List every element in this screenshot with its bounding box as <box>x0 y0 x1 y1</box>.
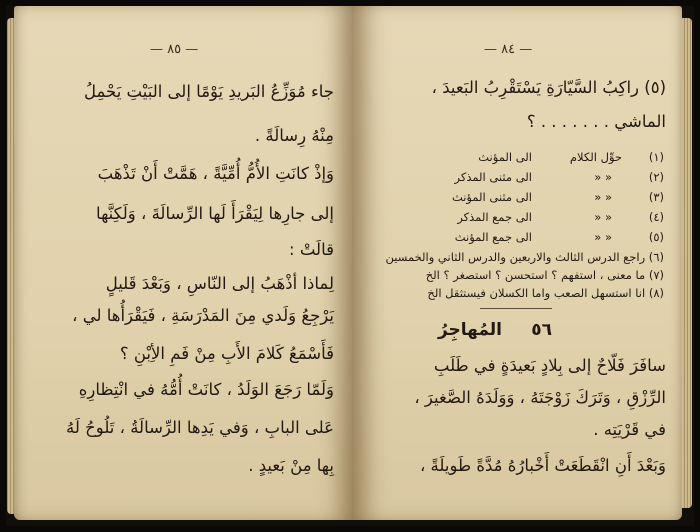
text-line: سافَرَ فَلّاحٌ إلى بِلادٍ بَعيدَةٍ في طَلَبِ <box>433 356 666 375</box>
exercise-text: حوِّل الكلام <box>569 150 622 164</box>
text-line: الرِّزْقِ ، وَتَرَكَ زَوْجَتَهُ ، وَوَلَدَهُ الصَّغيرَ ، <box>414 388 666 407</box>
page-edges-right <box>682 18 692 508</box>
section-divider <box>480 308 552 309</box>
exercise-target: الى مثنى المؤنث <box>451 190 532 204</box>
exercise-target: الى مثنى المذكر <box>454 170 532 184</box>
text-line: الماشي . . . . . . . ؟ <box>526 112 666 131</box>
text-line: وَإذْ كانَتِ الأُمُّ أُمِّيَّةً ، هَمَّتْ أَنْ تَذْهَبَ <box>97 164 334 183</box>
text-line: فَأَسْمَعُ كَلامَ الأَبِ مِنْ فَمِ الأِبْنِ ؟ <box>119 344 334 363</box>
exercise-target: الى جمع المذكر <box>457 210 532 224</box>
page-number: — ٨٤ — <box>484 42 533 57</box>
text-line: لِماذا أذْهَبُ إلى النّاسِ ، وَبَعْدَ قَليلٍ <box>105 274 334 293</box>
exercise-number: (٤) <box>648 210 664 224</box>
open-book <box>6 6 694 526</box>
exercise-line: (٨) انا استسهل الصعب واما الكسلان فيستثقل الخ <box>427 286 664 300</box>
text-line: مِنْهُ رِسالَةً . <box>254 126 334 145</box>
text-line: يَرْجِعُ وَلَدي مِنَ المَدْرَسَةِ ، فَيَقْرَأُها لي ، <box>72 306 334 325</box>
page-number: — ٨٥ — <box>150 42 199 57</box>
text-line: قالَتْ : <box>289 240 334 259</box>
text-line: وَبَعْدَ أَنِ انْقَطَعَتْ أَخْبارُهُ مُدَّةً طَويلَةً ، <box>419 456 666 475</box>
lesson-number: ٥٦ <box>531 320 552 340</box>
exercise-line: (٦) راجع الدرس الثالث والاربعين والدرس الثاني والخمسين <box>385 250 664 264</box>
exercise-text: « « <box>594 170 612 184</box>
text-line: (٥) راكِبُ السَّيّارَةِ يَسْتَقْرِبُ البَعيدَ ، <box>431 78 666 97</box>
exercise-text: « « <box>594 190 612 204</box>
exercise-text: « « <box>594 230 612 244</box>
exercise-number: (٥) <box>648 230 664 244</box>
exercise-text: « « <box>594 210 612 224</box>
text-line: وَلَمّا رَجَعَ الوَلَدُ ، كانَتْ أُمُّهُ في انْتِظارِهِ <box>78 380 334 399</box>
left-page <box>14 6 352 520</box>
text-line: بِها مِنْ بَعيدٍ . <box>248 456 334 475</box>
lesson-title: المُهاجِرُ <box>437 320 502 340</box>
exercise-number: (١) <box>648 150 664 164</box>
exercise-target: الى المؤنث <box>478 150 532 164</box>
text-line: إلى جارِها لِيَقْرَأَ لَها الرِّسالَةَ ، وَلَكِنَّها <box>96 204 334 223</box>
exercise-number: (٣) <box>648 190 664 204</box>
right-page <box>352 6 682 520</box>
text-line: جاء مُوَزِّعُ البَريدِ يَوْمًا إلى البَيْتِ يَحْمِلُ <box>84 82 334 101</box>
exercise-number: (٢) <box>648 170 664 184</box>
exercise-target: الى جمع المؤنث <box>454 230 532 244</box>
text-line: عَلى البابِ ، وَفي يَدِها الرِّسالَةُ ، تَلُوحُ لَهُ <box>66 418 334 437</box>
exercise-line: (٧) ما معنى ، استفهم ؟ استحسن ؟ استصغر ؟ الخ <box>425 268 664 282</box>
text-line: في قَرْيَتِه . <box>593 420 666 439</box>
